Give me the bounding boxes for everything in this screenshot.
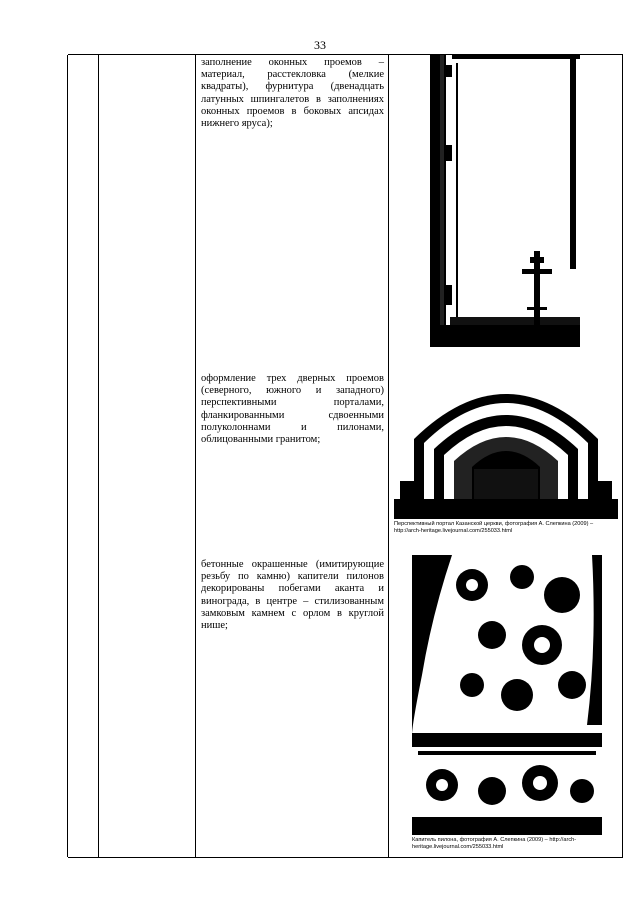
row-2-photo bbox=[394, 369, 618, 519]
window-cross-image bbox=[430, 55, 580, 347]
row-3-photo bbox=[412, 555, 602, 835]
page-number: 33 bbox=[314, 38, 326, 52]
row-1-photo bbox=[430, 55, 580, 347]
content-table bbox=[68, 54, 623, 858]
column-divider-3 bbox=[388, 55, 389, 857]
table-border-left bbox=[67, 55, 68, 857]
column-divider-2 bbox=[195, 55, 196, 857]
row-3-caption: Капитель пилона, фотография А. Слепкина (2009) – http://arch-heritage.livejournal.com/255033.html bbox=[412, 837, 577, 850]
row-2-caption: Перспективный портал Казанской церкви, фотография А. Слепкина (2009) – http://arch-heritage.livejournal.com/255033.html bbox=[394, 521, 594, 534]
table-border-right bbox=[622, 55, 623, 857]
row-1-text: заполнение оконных проемов – материал, расстекловка (мелкие квадраты), фурнитура (двенадцать латунных шпингалетов в заполнениях оконных проемов в боковых апсидах нижнего яруса); bbox=[201, 57, 384, 130]
column-divider-1 bbox=[98, 55, 99, 857]
row-2-text: оформление трех дверных проемов (северного, южного и западного) перспективными порталами, фланкированными сдвоенными полуколоннами и пилонами, облицованными гранитом; bbox=[201, 373, 384, 446]
capital-image bbox=[412, 555, 602, 835]
row-3-text: бетонные окрашенные (имитирующие резьбу по камню) капители пилонов декорированы побегами аканта и винограда, в центре – стилизованным замковым камнем с орлом в круглой нише; bbox=[201, 559, 384, 632]
portal-image bbox=[394, 369, 618, 519]
